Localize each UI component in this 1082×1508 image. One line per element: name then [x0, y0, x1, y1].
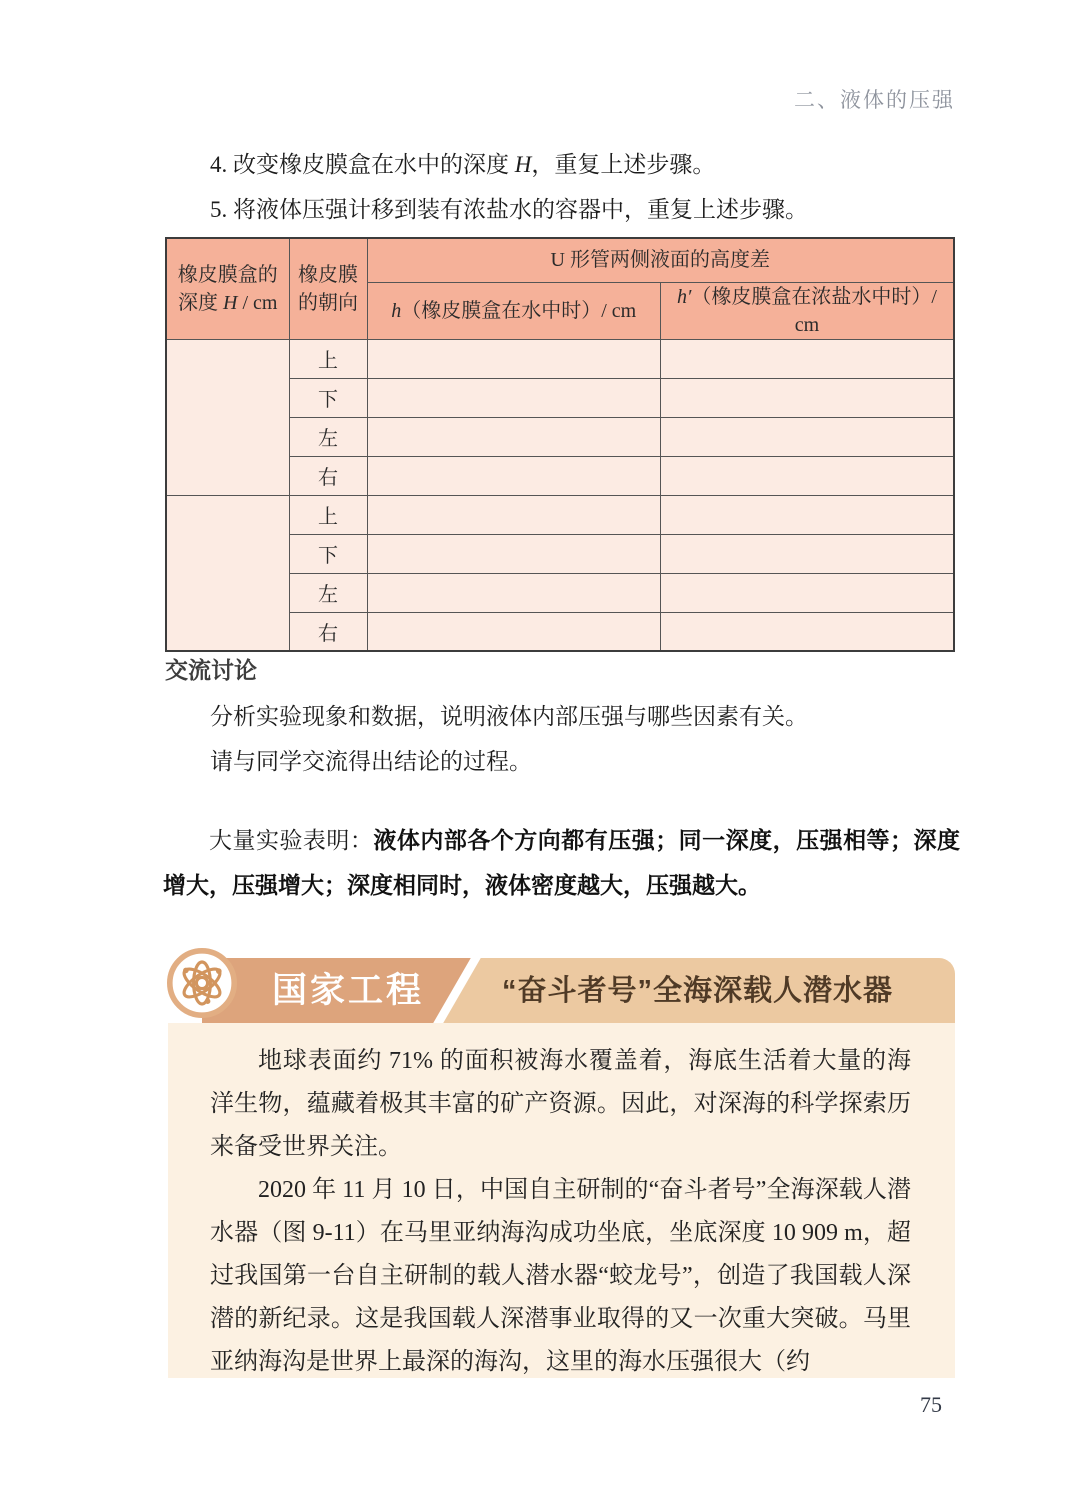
procedure-steps: [165, 142, 960, 232]
data-cell: [661, 495, 955, 534]
table-header-depth: 橡皮膜盒的 深度 H / cm: [166, 238, 289, 339]
table-header-utube: U 形管两侧液面的高度差: [367, 238, 954, 282]
data-cell: [661, 417, 955, 456]
data-cell: [367, 573, 661, 612]
experiment-table: [165, 237, 955, 652]
data-cell: [661, 456, 955, 495]
data-cell: [367, 339, 661, 378]
orientation-cell: 左: [289, 573, 367, 612]
depth-cell-group2: [166, 495, 289, 651]
conclusion-paragraph: [163, 818, 960, 908]
orientation-cell: 右: [289, 612, 367, 651]
orientation-cell: 上: [289, 339, 367, 378]
data-cell: [661, 378, 955, 417]
page-number: 75: [920, 1392, 942, 1417]
discussion-line: 请与同学交流得出结论的过程。: [210, 749, 532, 774]
variable-H: H: [223, 291, 238, 314]
feature-box-body: [168, 1023, 955, 1378]
national-project-box: [168, 958, 955, 1378]
table-header-orientation: 橡皮膜 的朝向: [289, 238, 367, 339]
orientation-cell: 右: [289, 456, 367, 495]
orientation-cell: 下: [289, 534, 367, 573]
discussion-body: [165, 694, 960, 784]
variable-h-prime: h′: [677, 285, 692, 308]
discussion-heading: 交流讨论: [165, 657, 257, 683]
data-cell: [367, 378, 661, 417]
data-cell: [367, 534, 661, 573]
step-4: 4. 改变橡皮膜盒在水中的深度 H，重复上述步骤。: [210, 152, 716, 177]
step-5: 5. 将液体压强计移到装有浓盐水的容器中，重复上述步骤。: [210, 197, 808, 222]
variable-H: H: [514, 152, 532, 177]
depth-cell-group1: [166, 339, 289, 495]
conclusion-lead: 大量实验表明：: [209, 828, 374, 853]
data-cell: [661, 612, 955, 651]
atom-icon: [167, 948, 237, 1018]
feature-paragraph: 2020 年 11 月 10 日，中国自主研制的“奋斗者号”全海深载人潜水器（图 9-11）在马里亚纳海沟成功坐底，坐底深度 10 909 m，超过我国第一台自主研制的载人潜水器“蛟龙号”，创造了我国载人深潜的新纪录。这是我国载人深潜事业取得的又一次重大突破。马里亚纳海沟是世界上最深的海沟，这里的海水压强很大（约: [210, 1177, 911, 1375]
feature-box-badge: 国家工程: [271, 971, 424, 1010]
data-cell: [367, 456, 661, 495]
data-cell: [367, 495, 661, 534]
table-row: [166, 495, 954, 534]
data-cell: [661, 339, 955, 378]
feature-box-subtitle: “奋斗者号”全海深载人潜水器: [502, 975, 894, 1007]
orientation-cell: 左: [289, 417, 367, 456]
feature-box-header-band: [202, 958, 955, 1023]
orientation-cell: 下: [289, 378, 367, 417]
data-cell: [367, 612, 661, 651]
feature-paragraph: 地球表面约 71% 的面积被海水覆盖着，海底生活着大量的海洋生物，蕴藏着极其丰富的矿产资源。因此，对深海的科学探索历来备受世界关注。: [210, 1048, 911, 1160]
table-subheader-h-brine: h′（橡皮膜盒在浓盐水中时）/ cm: [661, 282, 955, 339]
conclusion-bold: 液体内部各个方向都有压强；同一深度，压强相等；深度增大，压强增大；深度相同时，液体密度越大，压强越大。: [163, 827, 961, 898]
variable-h: h: [391, 299, 402, 322]
discussion-line: 分析实验现象和数据，说明液体内部压强与哪些因素有关。: [210, 704, 808, 729]
table-row: [166, 339, 954, 378]
data-cell: [661, 534, 955, 573]
orientation-cell: 上: [289, 495, 367, 534]
table-subheader-h-water: h（橡皮膜盒在水中时）/ cm: [367, 282, 661, 339]
data-cell: [661, 573, 955, 612]
running-head: 二、液体的压强: [794, 89, 955, 112]
data-cell: [367, 417, 661, 456]
